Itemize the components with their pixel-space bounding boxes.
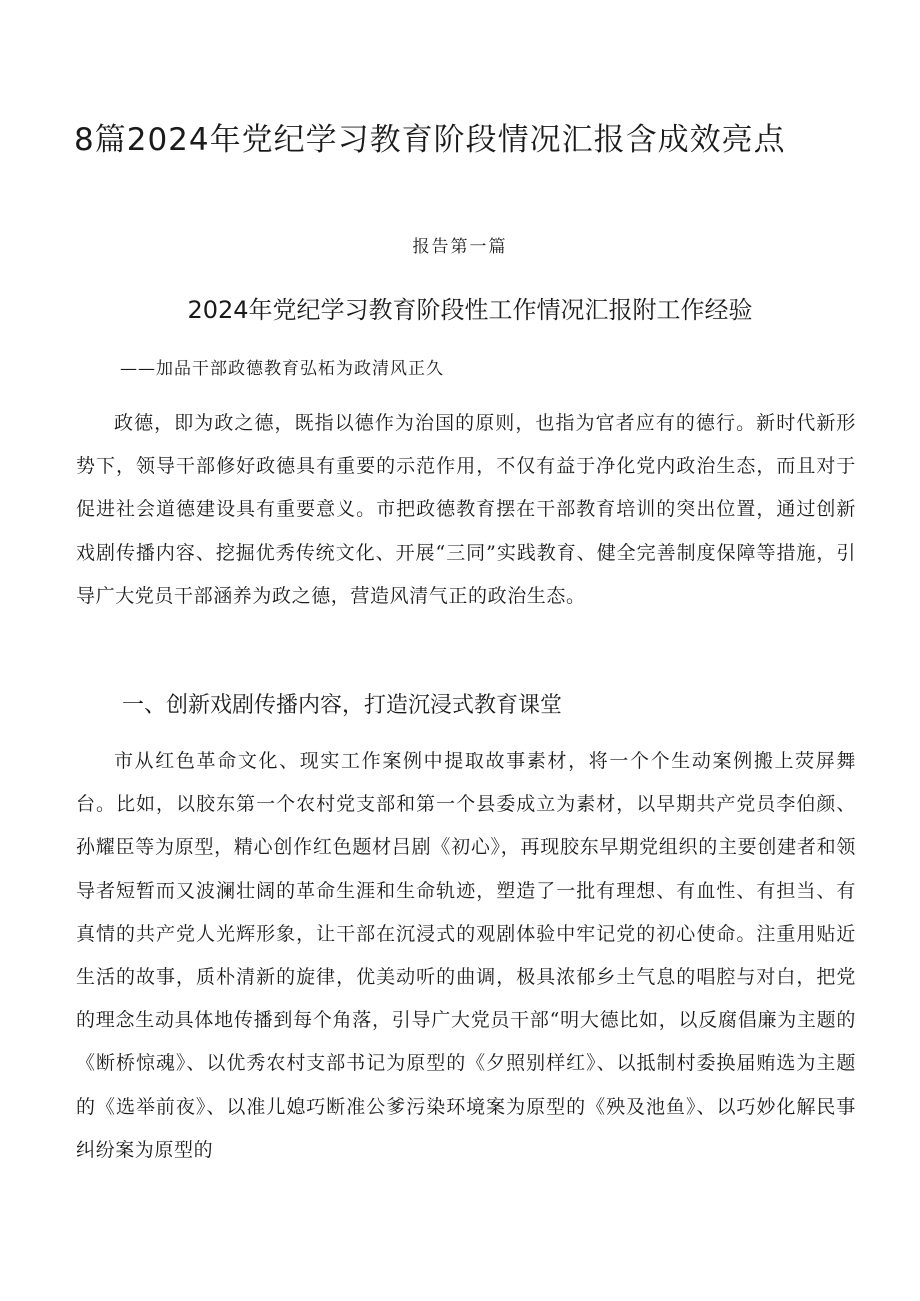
body-paragraph-2: 市从红色革命文化、现实工作案例中提取故事素材，将一个个生动案例搬上荧屏舞台。比如，以胶东第一个农村党支部和第一个县委成立为素材，以早期共产党员李伯颜、孙耀臣等为原型，精心创作红色题材吕剧《初心》，再现胶东早期党组织的主要创建者和领导者短暂而又波澜壮阔的革命生涯和生命轨迹，塑造了一批有理想、有血性、有担当、有真情的共产党人光辉形象，让干部在沉浸式的观剧体验中牢记党的初心使命。注重用贴近生活的故事，质朴清新的旋律，优美动听的曲调，极具浓郁乡土气息的唱腔与对白，把党的理念生动具体地传播到每个角落，引导广大党员干部“明大德比如，以反腐倡廉为主题的《断桥惊魂》、以优秀农村支部书记为原型的《夕照别样红》、以抵制村委换届贿选为主题的《选举前夜》、以准儿媳巧断准公爹污染环境案为原型的《殃及池鱼》、以巧妙化解民事纠纷案为原型的 [76,750,856,1161]
section-label: 报告第一篇 [412,237,508,257]
document-title: 8篇2024年党纪学习教育阶段情况汇报含成效亮点 [74,122,786,158]
body-paragraph-1: 政德，即为政之德，既指以德作为治国的原则，也指为官者应有的德行。新时代新形势下，领导干部修好政德具有重要的示范作用，不仅有益于净化党内政治生态，而且对于促进社会道德建设具有重要意义。市把政德教育摆在干部教育培训的突出位置，通过创新戏剧传播内容、挖掘优秀传统文化、开展“三同”实践教育、健全完善制度保障等措施，引导广大党员干部涵养为政之德，营造风清气正的政治生态。 [76,412,856,607]
report-title: 2024年党纪学习教育阶段性工作情况汇报附工作经验 [187,296,753,324]
report-subtitle: ——加品干部政德教育弘柘为政清风正久 [120,359,444,379]
section-heading-1: 一、创新戏剧传播内容，打造沉浸式教育课堂 [122,693,563,718]
